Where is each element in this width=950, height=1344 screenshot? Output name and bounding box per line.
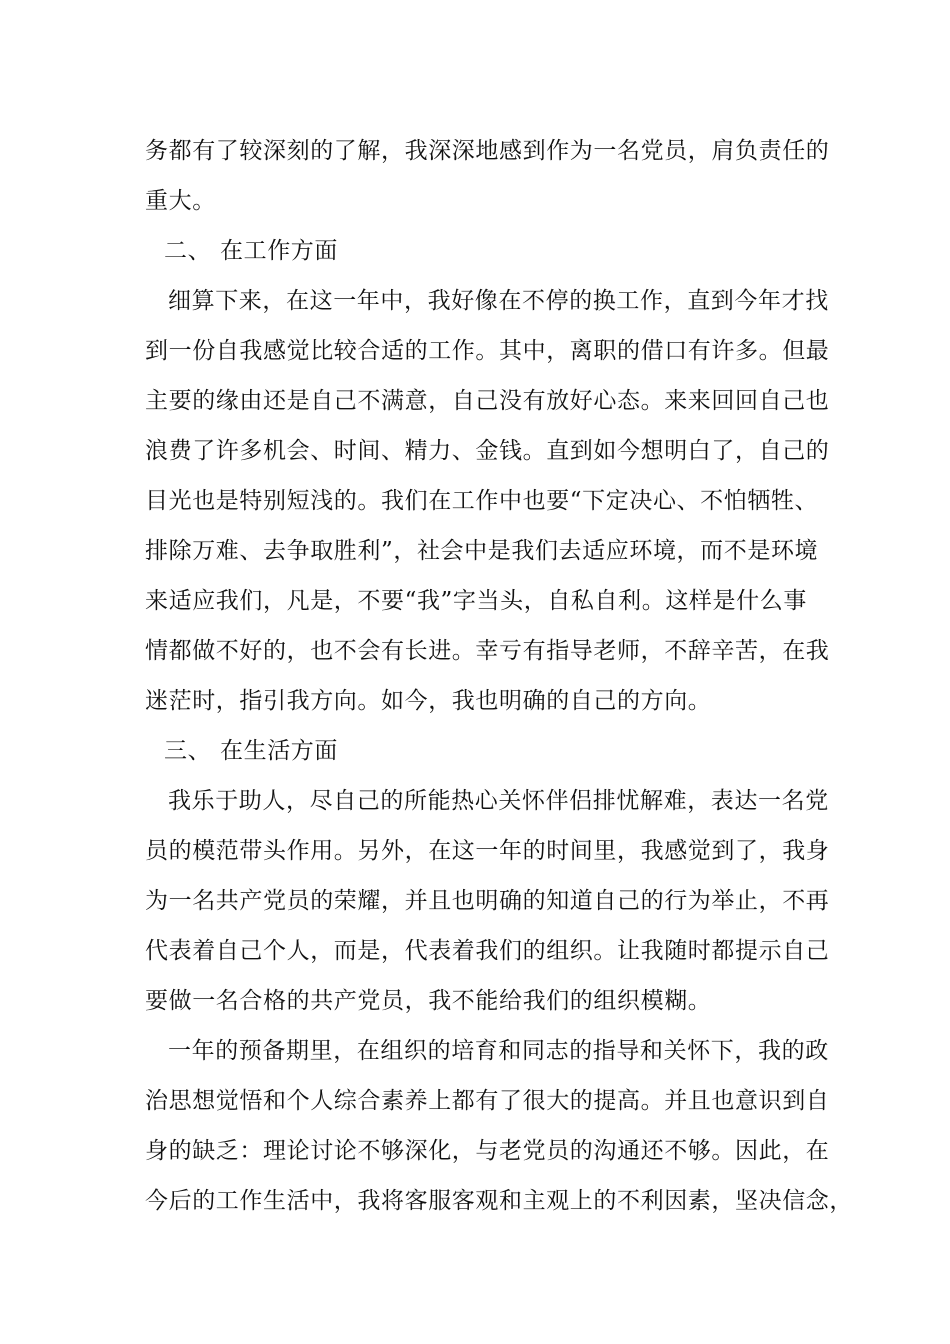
- paragraph-line: 要做一名合格的共产党员，我不能给我们的组织模糊。: [145, 988, 712, 1014]
- section-heading-work: [164, 236, 844, 266]
- paragraph-line: 重大。: [145, 188, 216, 214]
- paragraph-line: 细算下来，在这一年中，我好像在不停的换工作，直到今年才找: [168, 288, 829, 314]
- paragraph-line: 到一份自我感觉比较合适的工作。其中，离职的借口有许多。但最: [145, 338, 830, 364]
- paragraph-line: 治思想觉悟和个人综合素养上都有了很大的提高。并且也意识到自: [145, 1088, 830, 1114]
- section-number: 二、: [164, 238, 212, 264]
- paragraph-line: 来适应我们，凡是，不要“我”字当头，自私自利。这样是什么事: [145, 588, 807, 614]
- section-heading-life: [164, 736, 844, 766]
- section-title: 在工作方面: [220, 238, 338, 264]
- paragraph-line: 务都有了较深刻的了解，我深深地感到作为一名党员，肩负责任的: [145, 138, 830, 164]
- paragraph-line: 我乐于助人，尽自己的所能热心关怀伴侣排忧解难，表达一名党: [168, 788, 829, 814]
- paragraph-line: 目光也是特别短浅的。我们在工作中也要“下定决心、不怕牺牲、: [145, 488, 819, 514]
- paragraph-line: 为一名共产党员的荣耀，并且也明确的知道自己的行为举止，不再: [145, 888, 830, 914]
- section-number: 三、: [164, 738, 212, 764]
- paragraph-line: 一年的预备期里，在组织的培育和同志的指导和关怀下，我的政: [168, 1038, 829, 1064]
- paragraph-line: 排除万难、去争取胜利”，社会中是我们去适应环境，而不是环境: [145, 538, 819, 564]
- paragraph-line: 今后的工作生活中，我将客服客观和主观上的不利因素，坚决信念，: [145, 1188, 853, 1214]
- paragraph-line: 代表着自己个人，而是，代表着我们的组织。让我随时都提示自己: [145, 938, 830, 964]
- section-title: 在生活方面: [220, 738, 338, 764]
- paragraph-line: 迷茫时，指引我方向。如今，我也明确的自己的方向。: [145, 688, 712, 714]
- paragraph-line: 身的缺乏：理论讨论不够深化，与老党员的沟通还不够。因此，在: [145, 1138, 830, 1164]
- paragraph-line: 员的模范带头作用。另外，在这一年的时间里，我感觉到了，我身: [145, 838, 830, 864]
- paragraph-line: 主要的缘由还是自己不满意，自己没有放好心态。来来回回自己也: [145, 388, 830, 414]
- paragraph-line: 情都做不好的，也不会有长进。幸亏有指导老师，不辞辛苦，在我: [145, 638, 830, 664]
- paragraph-line: 浪费了许多机会、时间、精力、金钱。直到如今想明白了，自己的: [145, 438, 830, 464]
